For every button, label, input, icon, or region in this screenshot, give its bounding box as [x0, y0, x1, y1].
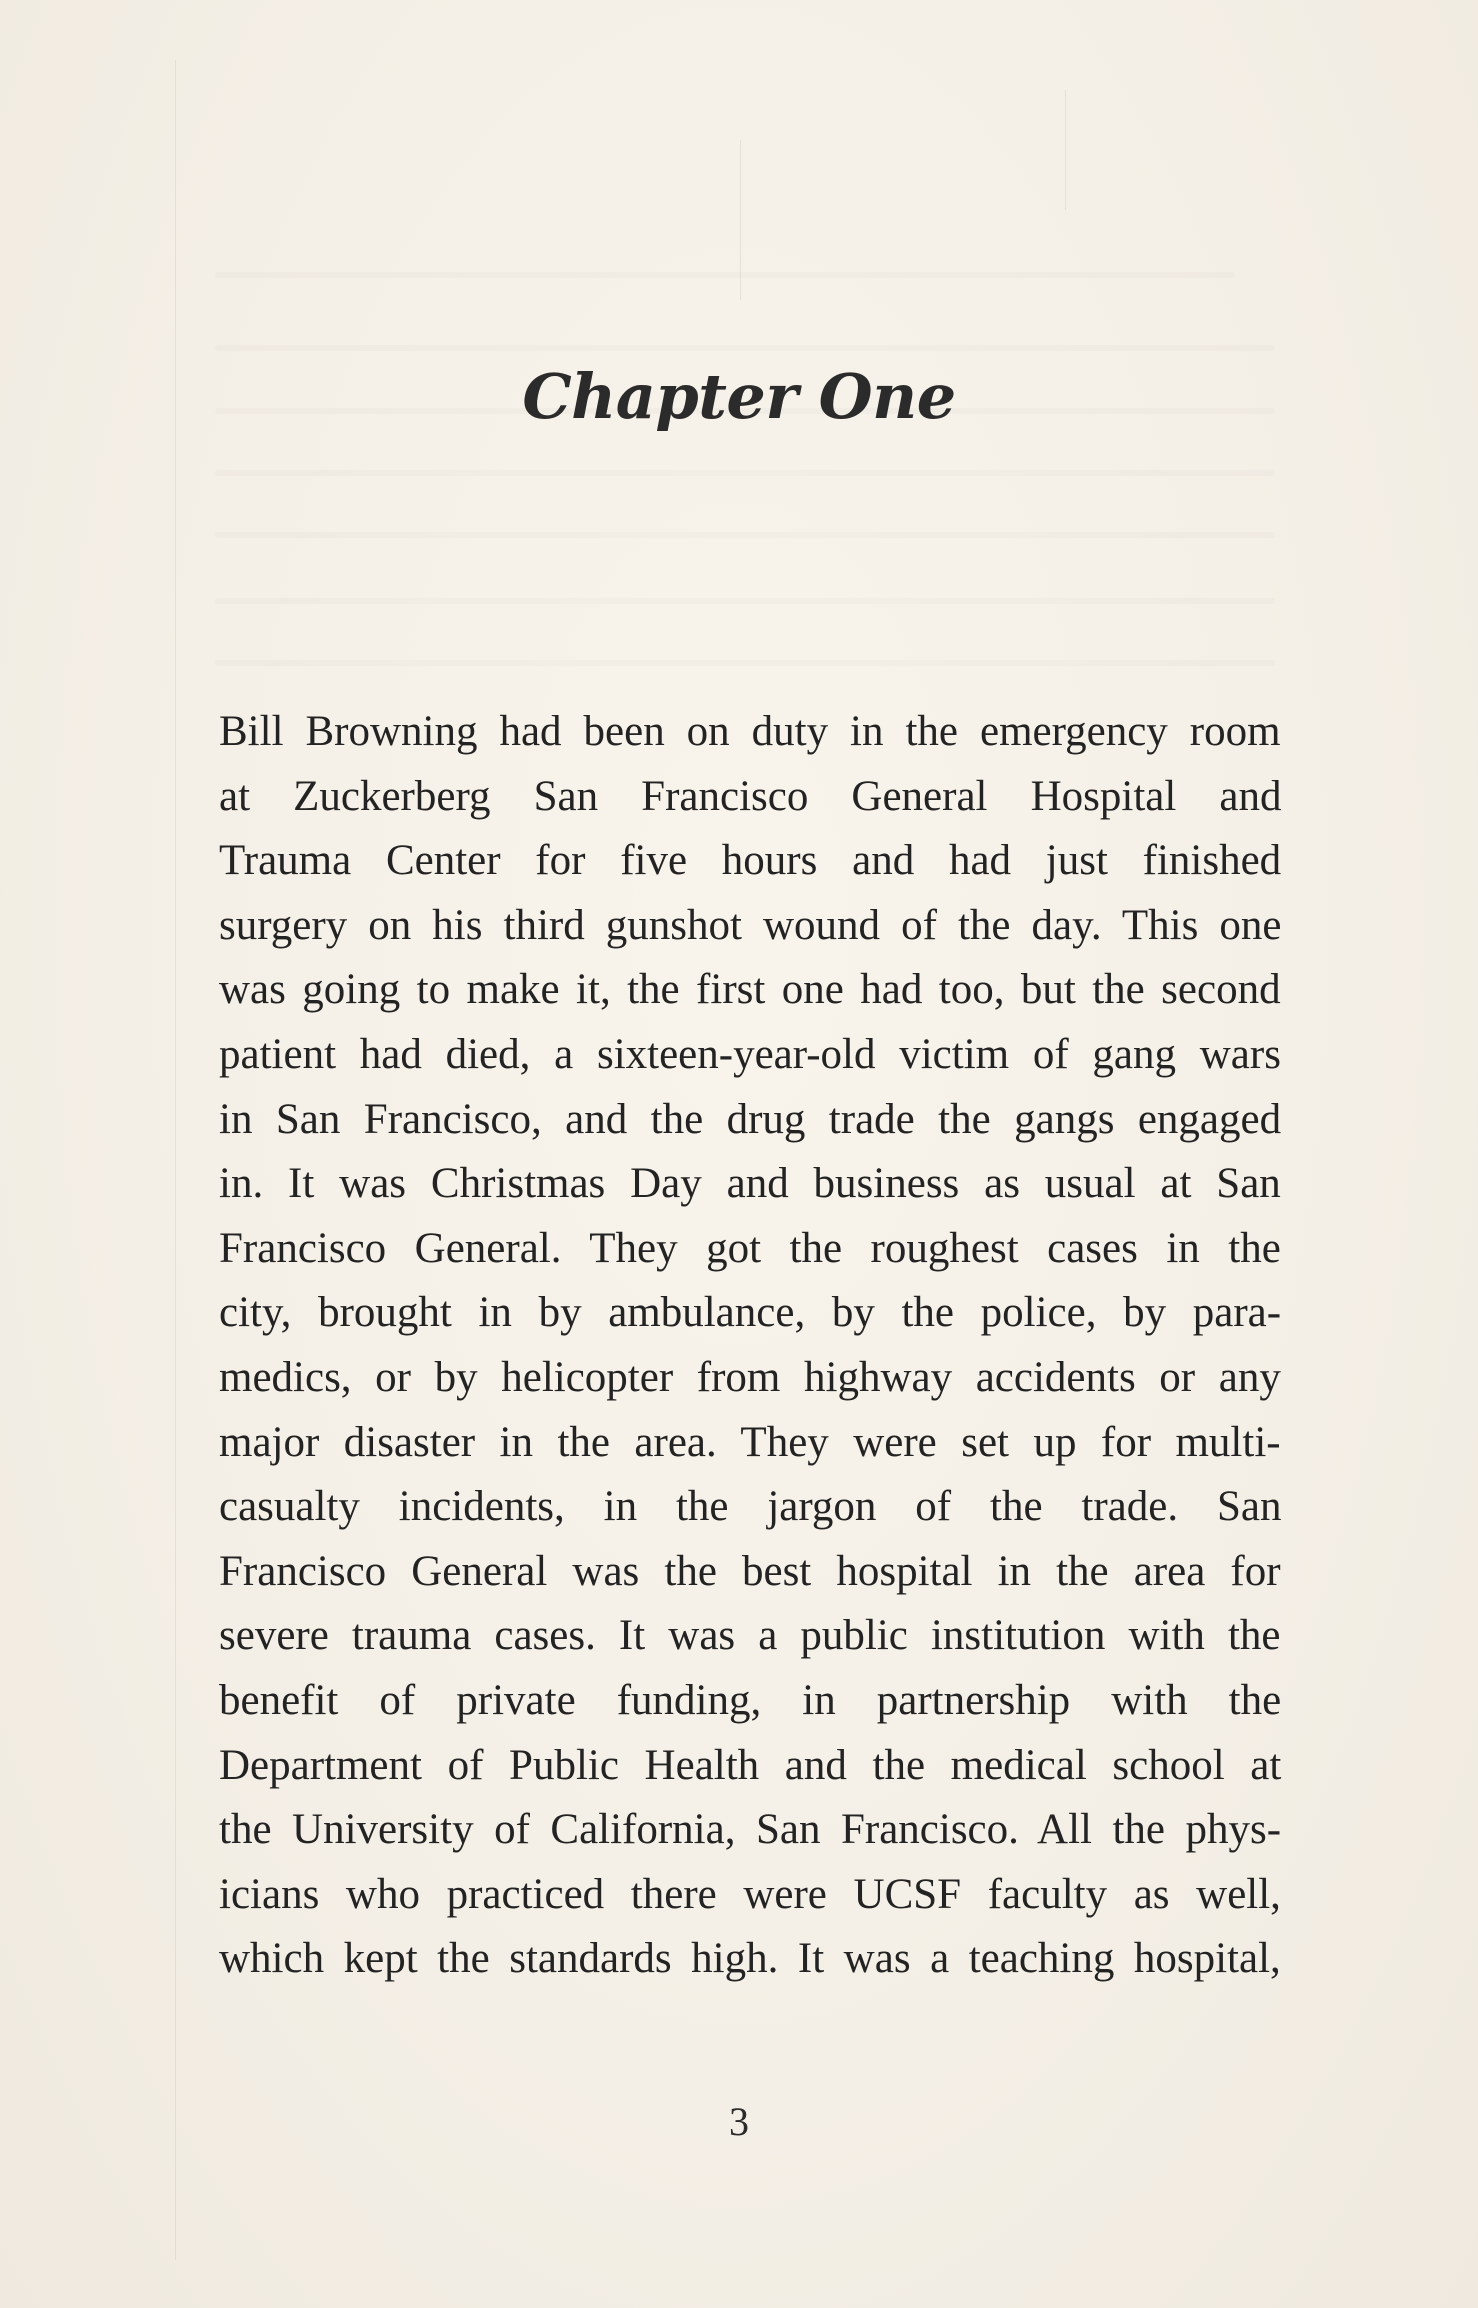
paper-crease: [740, 140, 741, 300]
text-line: which kept the standards high. It was a teaching hospital,: [219, 1935, 1281, 1983]
text-line: major disaster in the area. They were set up for multi-: [219, 1418, 1281, 1466]
text-line: Trauma Center for five hours and had just finished: [219, 837, 1282, 885]
body-paragraph: [219, 700, 1281, 1992]
text-line: city, brought in by ambulance, by the police, by para-: [219, 1289, 1282, 1337]
text-line: surgery on his third gunshot wound of the day. This one: [219, 901, 1282, 949]
text-line: Bill Browning had been on duty in the emergency room: [219, 708, 1281, 755]
show-through-mark: [215, 532, 1275, 538]
text-line: the University of California, San Francisco. All the phys-: [219, 1806, 1282, 1854]
text-line: casualty incidents, in the jargon of the trade. San: [219, 1483, 1282, 1531]
text-line: benefit of private funding, in partnership with the: [219, 1676, 1282, 1724]
text-line: Francisco General was the best hospital in the area for: [219, 1547, 1281, 1595]
show-through-mark: [215, 660, 1275, 666]
page-number: 3: [729, 2099, 749, 2144]
chapter-title: Chapter One: [522, 360, 956, 433]
text-line: Department of Public Health and the medical school at: [219, 1741, 1282, 1789]
show-through-mark: [215, 345, 1275, 351]
text-line: Francisco General. They got the roughest cases in the: [219, 1224, 1281, 1272]
text-line: patient had died, a sixteen-year-old victim of gang wars: [219, 1030, 1281, 1078]
show-through-mark: [215, 272, 1235, 278]
text-line: was going to make it, the first one had too, but the second: [219, 966, 1281, 1014]
paper-crease: [1065, 90, 1066, 210]
text-line: in San Francisco, and the drug trade the gangs engaged: [219, 1095, 1282, 1143]
text-line: severe trauma cases. It was a public institution with the: [219, 1612, 1281, 1660]
text-line: in. It was Christmas Day and business as usual at San: [219, 1160, 1281, 1208]
text-line: medics, or by helicopter from highway accidents or any: [219, 1353, 1281, 1401]
text-line: at Zuckerberg San Francisco General Hospital and: [219, 772, 1282, 820]
text-line: icians who practiced there were UCSF faculty as well,: [219, 1870, 1281, 1918]
show-through-mark: [215, 598, 1275, 604]
show-through-mark: [215, 470, 1275, 476]
